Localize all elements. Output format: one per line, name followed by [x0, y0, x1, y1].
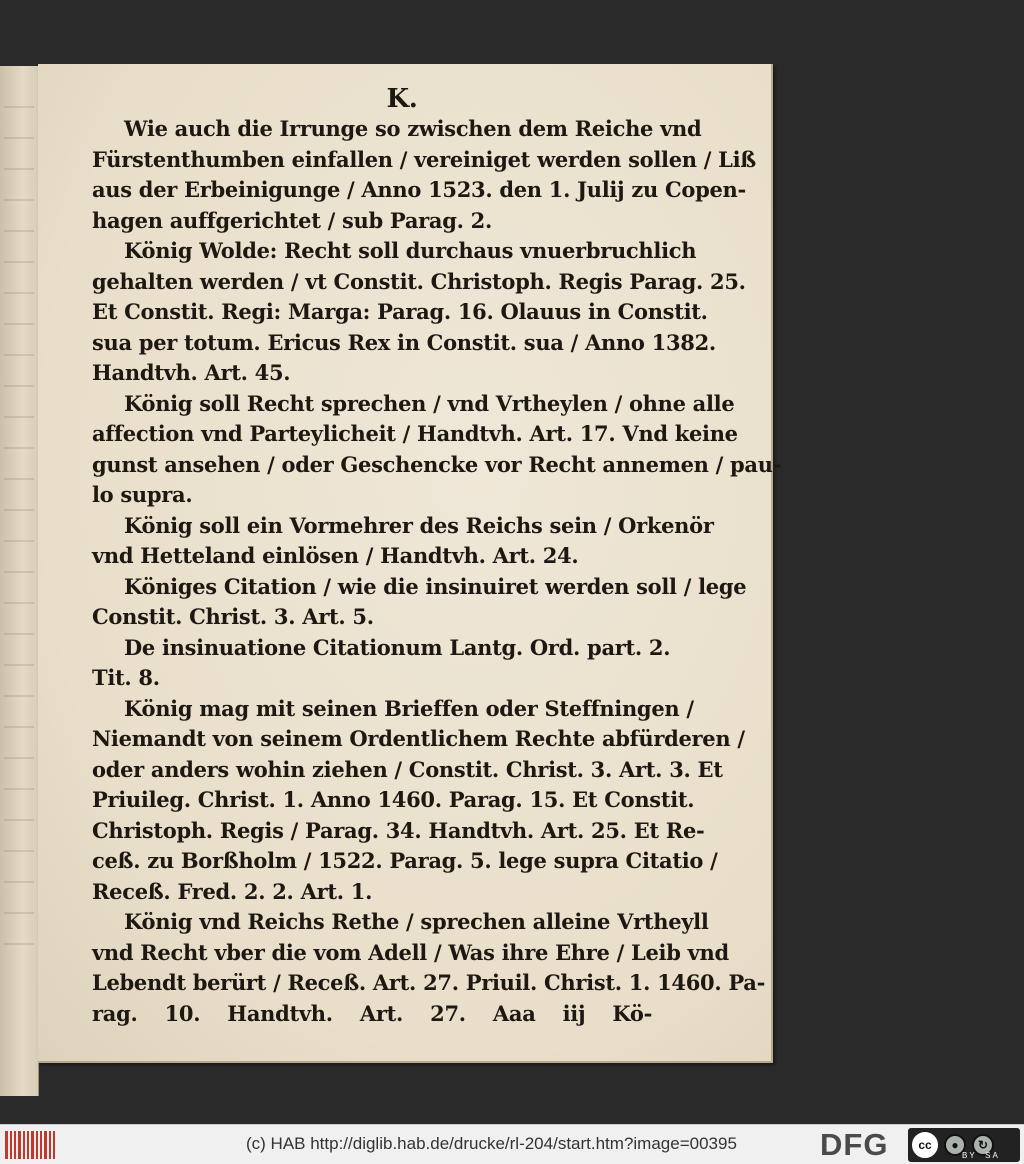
text-line: hagen auffgerichtet / sub Parag. 2. — [92, 207, 492, 233]
ghost-text-line — [4, 664, 34, 666]
signature-mark: K. — [386, 84, 418, 114]
text-line: Priuileg. Christ. 1. Anno 1460. Parag. 15. Et Constit. — [92, 787, 695, 812]
cc-license-labels — [962, 1151, 1000, 1160]
ghost-text-line — [4, 540, 34, 542]
text-line: sua per totum. Ericus Rex in Constit. sua / Anno 1382. — [92, 329, 716, 355]
ghost-text-line — [4, 199, 34, 201]
text-line: Niemandt von seinem Ordentlichem Rechte abfürderen / — [92, 726, 745, 751]
document-page — [38, 64, 782, 1063]
adjacent-page-edge — [0, 66, 39, 1096]
text-line: Constit. Christ. 3. Art. 5. — [92, 604, 374, 629]
ghost-text-line — [4, 323, 34, 325]
barcode-bar — [18, 1131, 21, 1159]
text-line: König soll Recht sprechen / vnd Vrtheylen / ohne alle — [124, 390, 735, 416]
ghost-text-line — [4, 168, 34, 170]
sa-label: SA — [985, 1151, 1000, 1160]
ghost-text-line — [4, 137, 34, 139]
by-label: BY — [962, 1151, 977, 1160]
by-attribution-icon: ● — [944, 1134, 966, 1156]
ghost-text-line — [4, 447, 34, 449]
text-line: Wie auch die Irrunge so zwischen dem Reiche vnd — [124, 116, 702, 141]
ghost-text-line — [4, 478, 34, 480]
text-line: aus der Erbeinigunge / Anno 1523. den 1. Julij zu Copen- — [92, 177, 746, 202]
cc-icon: cc — [912, 1132, 938, 1158]
ghost-text-line — [4, 726, 34, 728]
text-line: Et Constit. Regi: Marga: Parag. 16. Olauus in Constit. — [92, 299, 708, 324]
copyright-text: (c) HAB http://diglib.hab.de/drucke/rl-204/start.htm?image=00395 — [246, 1134, 737, 1153]
text-line: vnd Hetteland einlösen / Handtvh. Art. 24. — [92, 543, 579, 568]
barcode-icon — [5, 1131, 55, 1159]
barcode-bar — [5, 1131, 8, 1159]
text-line: rag. 10. Handtvh. Art. 27. Aaa iij Kö- — [92, 1000, 652, 1026]
text-line: gunst ansehen / oder Geschencke vor Recht annemen / pau- — [92, 451, 782, 477]
text-line: ceß. zu Borßholm / 1522. Parag. 5. lege supra Citatio / — [92, 848, 718, 873]
text-line: König soll ein Vormehrer des Reichs sein / Orkenör — [124, 512, 714, 538]
ghost-text-line — [4, 881, 34, 883]
text-line: gehalten werden / vt Constit. Christoph. Regis Parag. 25. — [92, 268, 746, 294]
ghost-text-line — [4, 757, 34, 759]
ghost-text-line — [4, 943, 34, 945]
ghost-text-line — [4, 416, 34, 418]
text-line: Lebendt berürt / Receß. Art. 27. Priuil. Christ. 1. 1460. Pa- — [92, 970, 766, 995]
text-line: Handtvh. Art. 45. — [92, 360, 291, 385]
barcode-bar — [10, 1131, 12, 1159]
ghost-text-line — [4, 354, 34, 356]
ghost-text-line — [4, 106, 34, 108]
text-line: De insinuatione Citationum Lantg. Ord. part. 2. — [124, 634, 671, 660]
text-line: König mag mit seinen Brieffen oder Steffningen / — [124, 695, 694, 721]
text-line: affection vnd Parteylicheit / Handtvh. Art. 17. Vnd keine — [92, 421, 738, 446]
dfg-logo: DFG — [820, 1127, 889, 1162]
barcode-bar — [36, 1131, 38, 1159]
barcode-bar — [49, 1131, 51, 1159]
text-line: Receß. Fred. 2. 2. Art. 1. — [92, 878, 373, 904]
barcode-bar — [31, 1131, 34, 1159]
ghost-text-line — [4, 261, 34, 263]
barcode-bar — [40, 1131, 42, 1159]
ghost-text-line — [4, 819, 34, 821]
text-line: König Wolde: Recht soll durchaus vnuerbruchlich — [124, 238, 697, 263]
ghost-text-line — [4, 602, 34, 604]
ghost-text-line — [4, 850, 34, 852]
text-lines — [92, 114, 782, 1029]
ghost-text-line — [4, 385, 34, 387]
text-line: Königes Citation / wie die insinuiret werden soll / lege — [124, 573, 747, 599]
ghost-text-line — [4, 788, 34, 790]
page-text-block — [92, 84, 782, 1029]
text-line: lo supra. — [92, 482, 193, 507]
ghost-text-line — [4, 292, 34, 294]
text-line: König vnd Reichs Rethe / sprechen alleine Vrtheyll — [124, 909, 709, 934]
text-line: Tit. 8. — [92, 665, 160, 690]
ghost-text-line — [4, 695, 34, 697]
ghost-text-line — [4, 912, 34, 914]
text-line: vnd Recht vber die vom Adell / Was ihre Ehre / Leib vnd — [92, 939, 729, 965]
footer-bar — [0, 1124, 1024, 1164]
sa-sharealike-icon: ↻ — [972, 1134, 994, 1156]
ghost-text-line — [4, 509, 34, 511]
ghost-text-line — [4, 633, 34, 635]
barcode-bar — [27, 1131, 29, 1159]
ghost-text-line — [4, 571, 34, 573]
barcode-bar — [23, 1131, 25, 1159]
text-line: oder anders wohin ziehen / Constit. Christ. 3. Art. 3. Et — [92, 756, 723, 782]
text-line: Christoph. Regis / Parag. 34. Handtvh. Art. 25. Et Re- — [92, 817, 705, 843]
barcode-bar — [53, 1131, 55, 1159]
barcode-bar — [14, 1131, 16, 1159]
barcode-bar — [44, 1131, 47, 1159]
text-line: Fürstenthumben einfallen / vereiniget werden sollen / Liß — [92, 146, 756, 172]
ghost-text-line — [4, 230, 34, 232]
